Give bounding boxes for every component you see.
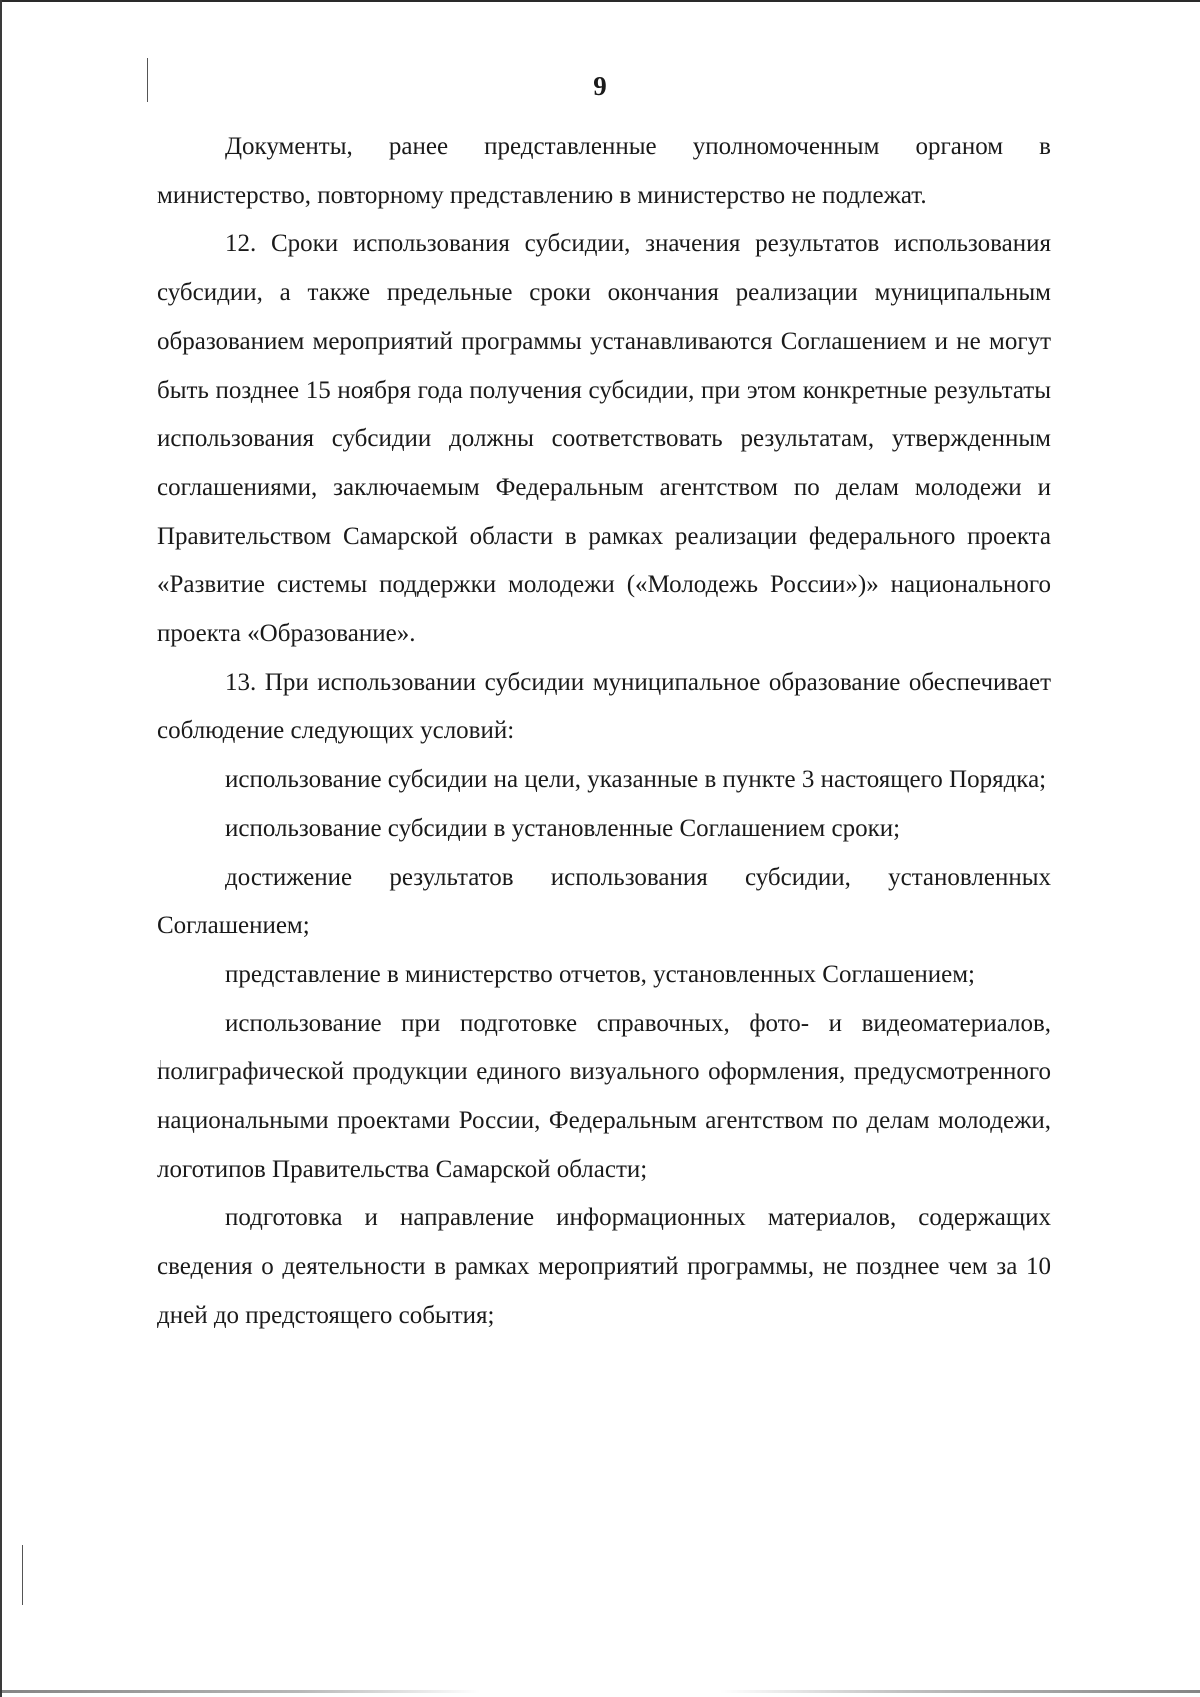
condition-results: достижение результатов использования субсидии, установленных Соглашением; xyxy=(157,863,1051,940)
condition-reports: представление в министерство отчетов, установленных Соглашением; xyxy=(225,960,975,988)
margin-mark-2 xyxy=(22,1545,23,1605)
condition-deadlines: использование субсидии в установленные Соглашением сроки; xyxy=(225,814,901,842)
scan-edge-bottom xyxy=(0,1690,1200,1693)
paragraph-item-13-conditions: 13. При использовании субсидии муниципальное образование обеспечивает соблюдение следующих условий: xyxy=(157,668,1051,745)
page-number: 9 xyxy=(593,71,607,101)
condition-purpose-use: использование субсидии на цели, указанные в пункте 3 настоящего Порядка; xyxy=(225,766,1047,794)
condition-info-materials: подготовка и направление информационных материалов, содержащих сведения о деятельности в рамках мероприятий программы, не позднее чем за 10 дней до предстоящего события; xyxy=(157,1204,1051,1329)
scan-edge-top xyxy=(0,0,1200,2)
document-body xyxy=(157,123,1051,1341)
scan-edge-left xyxy=(0,0,2,1697)
paragraph-documents-not-resubmitted: Документы, ранее представленные уполномоченным органом в министерство, повторному представлению в министерство не подлежат. xyxy=(157,133,1051,209)
condition-visual-design: использование при подготовке справочных, фото- и видеоматериалов, полиграфической продукции единого визуального оформления, предусмотренного национальными проектами России, Федеральным агентством по делам молодежи, логотипов Правительства Самарской области; xyxy=(157,1009,1051,1183)
paragraph-item-12-subsidy-terms: 12. Сроки использования субсидии, значения результатов использования субсидии, а также предельные сроки окончания реализации муниципальным образованием мероприятий программы устанавливаются Соглашением и не могут быть позднее 15 ноября года получения субсидии, при этом конкретные результаты использования субсидии должны соответствовать результатам, утвержденным соглашениями, заключаемым Федеральным агентством по делам молодежи и Правительством Самарской области в рамках реализации федерального проекта «Развитие системы поддержки молодежи («Молодежь России»)» национального проекта «Образование». xyxy=(157,230,1051,648)
